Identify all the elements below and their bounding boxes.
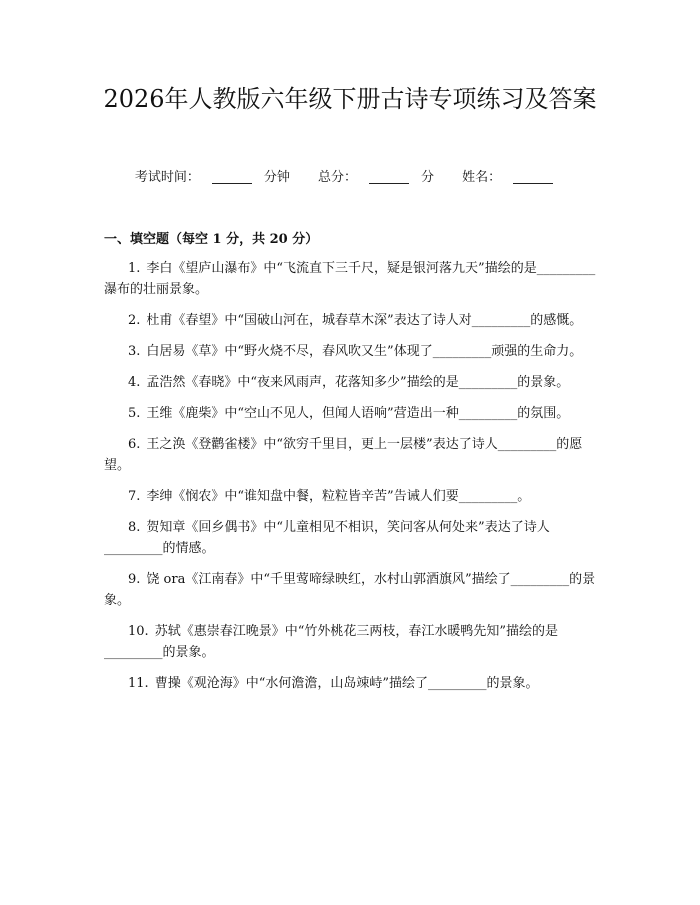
section-heading: 一、填空题（每空 1 分，共 20 分） <box>104 232 319 247</box>
question-number: 1. <box>128 261 141 276</box>
question-number: 11. <box>128 676 149 691</box>
question-item <box>104 621 600 663</box>
question-item <box>104 403 600 424</box>
question-text: 孟浩然《春晓》中“夜来风雨声，花落知多少”描绘的是_________的景象。 <box>146 375 570 390</box>
question-item <box>104 341 600 362</box>
question-number: 8. <box>128 520 141 535</box>
score-field <box>318 170 438 185</box>
score-unit: 分 <box>421 170 435 185</box>
time-field <box>135 170 294 185</box>
question-item <box>104 258 600 300</box>
question-number: 9. <box>128 572 141 587</box>
question-text: 杜甫《春望》中“国破山河在，城春草木深”表达了诗人对_________的感慨。 <box>146 313 583 328</box>
question-text: 李白《望庐山瀑布》中“飞流直下三千尺，疑是银河落九天”描绘的是_________瀑布的壮丽景象。 <box>104 261 596 297</box>
question-text: 贺知章《回乡偶书》中“儿童相见不相识，笑问客从何处来”表达了诗人_________的情感。 <box>104 520 550 556</box>
question-text: 李绅《悯农》中“谁知盘中餐，粒粒皆辛苦”告诫人们要_________。 <box>146 489 531 504</box>
question-item <box>104 310 600 331</box>
name-label: 姓名： <box>462 170 502 185</box>
question-number: 4. <box>128 375 141 390</box>
question-number: 6. <box>128 437 141 452</box>
question-item <box>104 673 600 694</box>
time-label: 考试时间： <box>134 170 200 185</box>
question-text: 饶 ora《江南春》中“千里莺啼绿映红，水村山郭酒旗风”描绘了_________的景象。 <box>104 572 596 608</box>
question-item <box>104 486 600 507</box>
question-text: 王维《鹿柴》中“空山不见人，但闻人语响”营造出一种_________的氛围。 <box>146 406 570 421</box>
exam-meta <box>0 166 700 185</box>
score-blank[interactable] <box>369 183 409 184</box>
question-item <box>104 434 600 476</box>
time-unit: 分钟 <box>263 170 290 185</box>
question-list <box>104 258 600 704</box>
question-number: 7. <box>128 489 141 504</box>
name-field <box>462 170 565 185</box>
question-number: 2. <box>128 313 141 328</box>
question-text: 白居易《草》中“野火烧不尽，春风吹又生”体现了_________顽强的生命力。 <box>146 344 583 359</box>
score-label: 总分： <box>317 170 357 185</box>
question-item <box>104 569 600 611</box>
question-text: 苏轼《惠崇春江晚景》中“竹外桃花三两枝，春江水暖鸭先知”描绘的是_________的景象。 <box>104 624 558 660</box>
question-text: 曹操《观沧海》中“水何澹澹，山岛竦峙”描绘了_________的景象。 <box>154 676 539 691</box>
question-text: 王之涣《登鹳雀楼》中“欲穷千里目，更上一层楼”表达了诗人_________的愿望。 <box>104 437 583 473</box>
question-number: 3. <box>128 344 141 359</box>
question-number: 5. <box>128 406 141 421</box>
name-blank[interactable] <box>513 183 553 184</box>
question-number: 10. <box>128 624 149 639</box>
question-item <box>104 517 600 559</box>
time-blank[interactable] <box>212 183 252 184</box>
document-title: 2026年人教版六年级下册古诗专项练习及答案 <box>103 85 597 113</box>
question-item <box>104 372 600 393</box>
